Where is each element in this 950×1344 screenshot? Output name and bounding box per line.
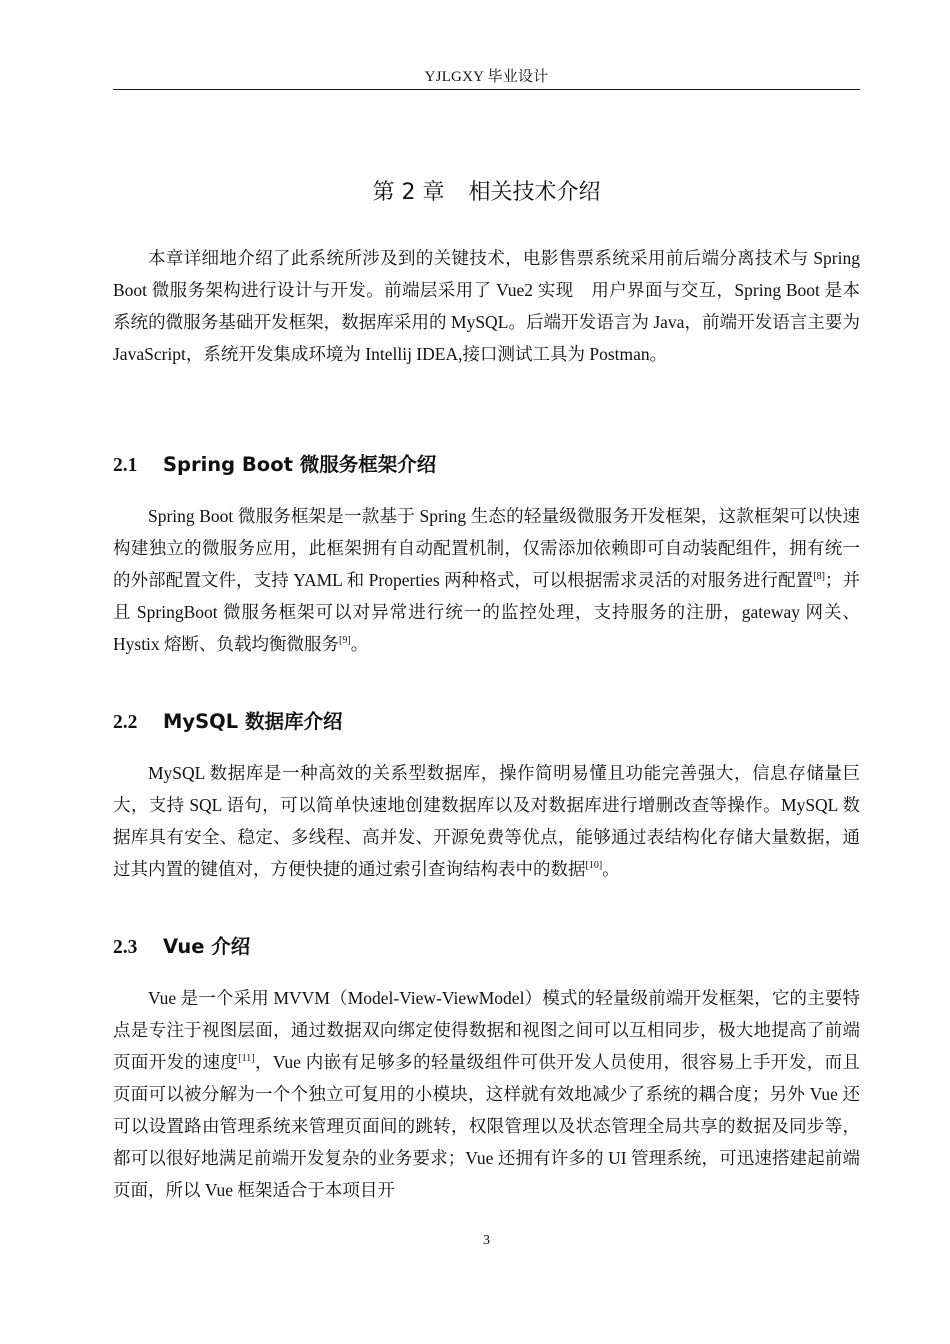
header-rule xyxy=(113,89,860,90)
citation-9: [9] xyxy=(339,635,351,646)
section-number: 2.2 xyxy=(113,712,138,733)
intro-paragraph: 本章详细地介绍了此系统所涉及到的关键技术，电影售票系统采用前后端分离技术与 Spring Boot 微服务架构进行设计与开发。前端层采用了 Vue2 实现 用户界面与交互，Spring Boot 是本系统的微服务基础开发框架，数据库采用的 MySQL。后端开发语言为 Java，前端开发语言主要为 JavaScript，系统开发集成环境为 Intellij IDEA,接口测试工具为 Postman。 xyxy=(113,248,860,364)
section-2-3-paragraph: Vue 是一个采用 MVVM（Model-View-ViewModel）模式的轻量级前端开发框架，它的主要特点是专注于视图层面，通过数据双向绑定使得数据和视图之间可以互相同步，极大地提高了前端页面开发的速度[11]，Vue 内嵌有足够多的轻量级组件可供开发人员使用，很容易上手开发，而且页面可以被分解为一个个独立可复用的小模块，这样就有效地减少了系统的耦合度；另外 Vue 还可以设置路由管理系统来管理页面间的跳转，权限管理以及状态管理全局共享的数据及同步等，都可以很好地满足前端开发复杂的业务要求；Vue 还拥有许多的 UI 管理系统，可迅速搭建起前端页面，所以 Vue 框架适合于本项目开 xyxy=(113,988,861,1200)
citation-10: [10] xyxy=(585,860,603,871)
chapter-number: 第 2 章 xyxy=(372,180,445,205)
section-2-2-paragraph: MySQL 数据库是一种高效的关系型数据库，操作简明易懂且功能完善强大，信息存储量巨大，支持 SQL 语句，可以简单快速地创建数据库以及对数据库进行增删改查等操作。MySQL 数据库具有安全、稳定、多线程、高并发、开源免费等优点，能够通过表结构化存储大量数据，通过其内置的键值对，方便快捷的通过索引查询结构表中的数据[10]。 xyxy=(113,763,860,879)
section-heading-2-3 xyxy=(113,932,860,963)
running-header: YJLGXY 毕业设计 xyxy=(424,69,549,85)
chapter-name: 相关技术介绍 xyxy=(468,180,601,205)
section-title: MySQL 数据库介绍 xyxy=(163,710,343,733)
section-2-1-paragraph: Spring Boot 微服务框架是一款基于 Spring 生态的轻量级微服务开发框架，这款框架可以快速构建独立的微服务应用，此框架拥有自动配置机制，仅需添加依赖即可自动装配组件，拥有统一的外部配置文件，支持 YAML 和 Properties 两种格式，可以根据需求灵活的对服务进行配置[8]；并且 SpringBoot 微服务框架可以对异常进行统一的监控处理，支持服务的注册，gateway 网关、Hystix 熔断、负载均衡微服务[9]。 xyxy=(113,506,860,654)
chapter-title xyxy=(113,176,860,210)
citation-8: [8] xyxy=(813,571,825,582)
page-number: 3 xyxy=(483,1233,490,1248)
section-title: Spring Boot 微服务框架介绍 xyxy=(163,453,437,476)
citation-11: [11] xyxy=(238,1053,255,1064)
section-heading-2-1 xyxy=(113,450,860,481)
section-number: 2.1 xyxy=(113,455,138,476)
section-number: 2.3 xyxy=(113,937,138,958)
section-title: Vue 介绍 xyxy=(163,935,251,958)
section-heading-2-2 xyxy=(113,707,860,738)
